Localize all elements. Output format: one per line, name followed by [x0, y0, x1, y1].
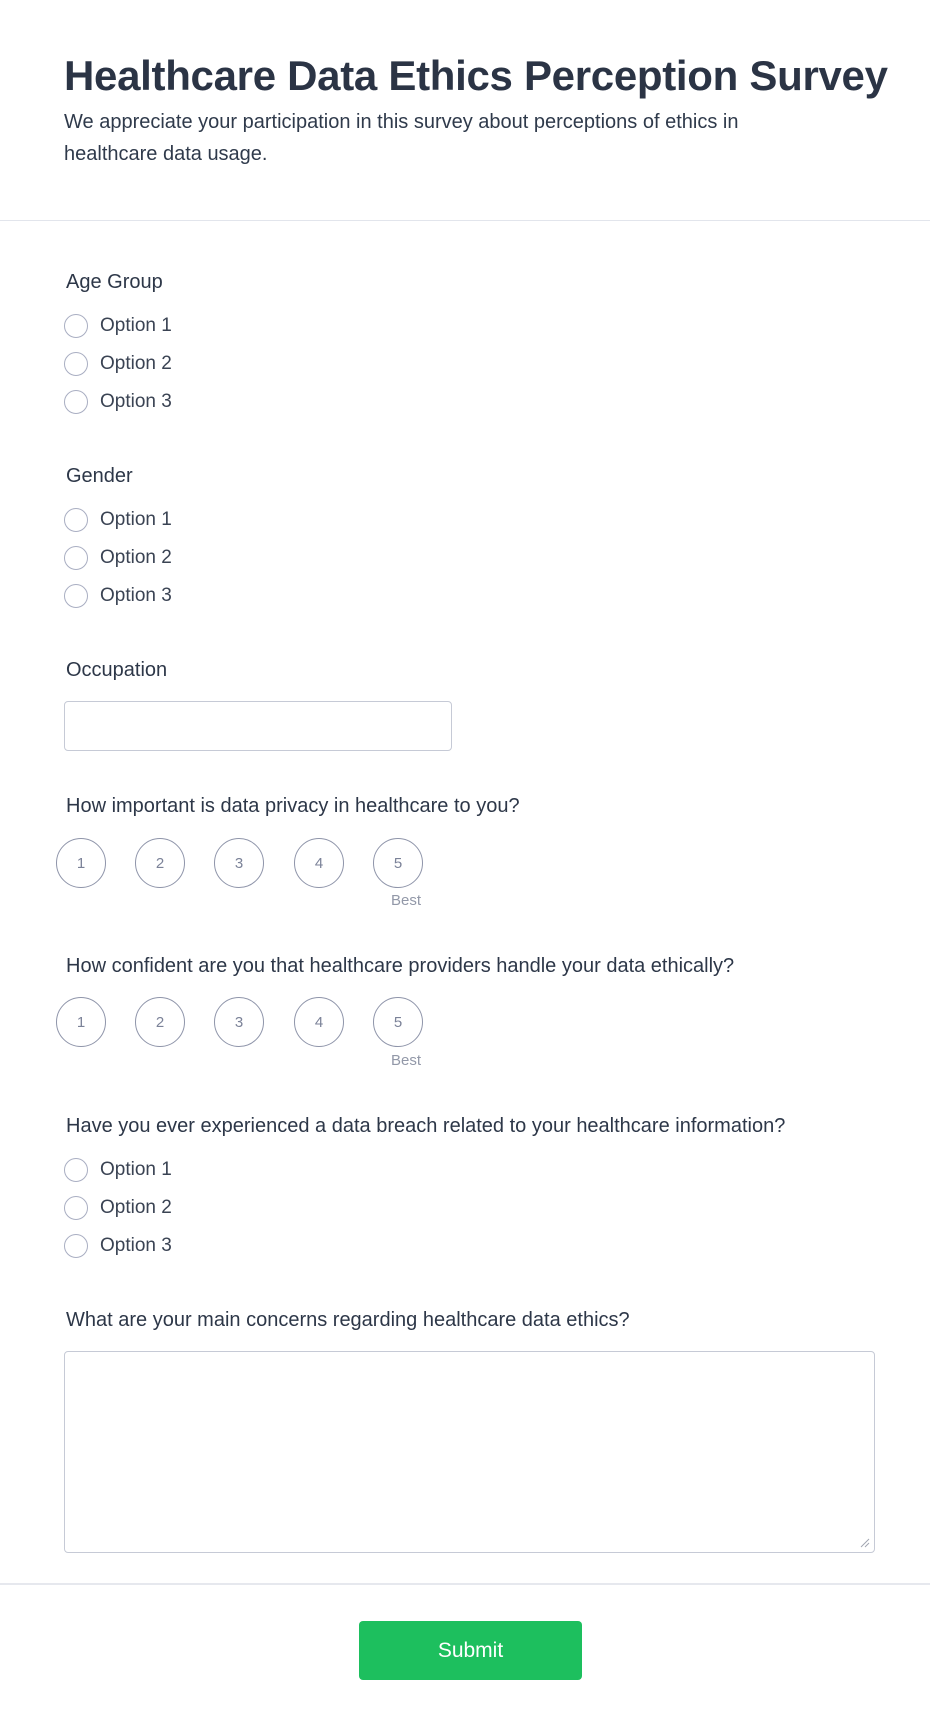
data-breach-option-3[interactable] [64, 1233, 172, 1259]
option-label: Option 3 [100, 391, 172, 412]
scale-max-hint: Best [391, 892, 422, 909]
scale-option-2[interactable]: 2 [135, 997, 185, 1047]
page-subtitle: We appreciate your participation in this survey about perceptions of ethics in healthcare data usage. [64, 111, 739, 165]
option-label: Option 2 [100, 1197, 172, 1218]
question-label-provider-confidence: How confident are you that healthcare providers handle your data ethically? [66, 955, 735, 977]
question-label-data-breach: Have you ever experienced a data breach related to your healthcare information? [66, 1115, 786, 1137]
scale-option-3[interactable]: 3 [214, 997, 264, 1047]
question-label-concerns: What are your main concerns regarding healthcare data ethics? [66, 1309, 630, 1331]
radio-button[interactable] [64, 1158, 88, 1182]
provider-confidence-scale [56, 997, 436, 1045]
question-label-occupation: Occupation [66, 659, 168, 681]
survey-header [0, 0, 930, 221]
concerns-textarea[interactable] [64, 1351, 875, 1553]
option-label: Option 2 [100, 547, 172, 568]
gender-option-1[interactable] [64, 507, 172, 533]
scale-max-hint: Best [391, 1052, 422, 1069]
scale-option-3[interactable]: 3 [214, 838, 264, 888]
option-label: Option 1 [100, 1159, 172, 1180]
submit-button[interactable]: Submit [359, 1621, 582, 1680]
radio-button[interactable] [64, 390, 88, 414]
question-label-gender: Gender [66, 465, 133, 487]
scale-option-5[interactable]: 5 [373, 838, 423, 888]
footer-divider [0, 1583, 930, 1585]
radio-button[interactable] [64, 1234, 88, 1258]
resize-grip-icon[interactable] [860, 1538, 870, 1548]
option-label: Option 1 [100, 509, 172, 530]
age-group-option-1[interactable] [64, 313, 172, 339]
radio-button[interactable] [64, 546, 88, 570]
option-label: Option 3 [100, 585, 172, 606]
data-breach-option-2[interactable] [64, 1195, 172, 1221]
age-group-option-2[interactable] [64, 351, 172, 377]
question-label-privacy-importance: How important is data privacy in healthcare to you? [66, 795, 520, 817]
option-label: Option 3 [100, 1235, 172, 1256]
scale-option-5[interactable]: 5 [373, 997, 423, 1047]
radio-button[interactable] [64, 352, 88, 376]
page-title: Healthcare Data Ethics Perception Survey [64, 52, 888, 99]
data-breach-option-1[interactable] [64, 1157, 172, 1183]
gender-option-2[interactable] [64, 545, 172, 571]
age-group-option-3[interactable] [64, 389, 172, 415]
scale-option-1[interactable]: 1 [56, 838, 106, 888]
radio-button[interactable] [64, 314, 88, 338]
occupation-input[interactable] [64, 701, 452, 751]
radio-button[interactable] [64, 584, 88, 608]
option-label: Option 1 [100, 315, 172, 336]
question-label-age-group: Age Group [66, 271, 163, 293]
option-label: Option 2 [100, 353, 172, 374]
scale-option-4[interactable]: 4 [294, 838, 344, 888]
privacy-importance-scale [56, 838, 436, 886]
radio-button[interactable] [64, 508, 88, 532]
radio-button[interactable] [64, 1196, 88, 1220]
gender-option-3[interactable] [64, 583, 172, 609]
scale-option-4[interactable]: 4 [294, 997, 344, 1047]
scale-option-2[interactable]: 2 [135, 838, 185, 888]
scale-option-1[interactable]: 1 [56, 997, 106, 1047]
